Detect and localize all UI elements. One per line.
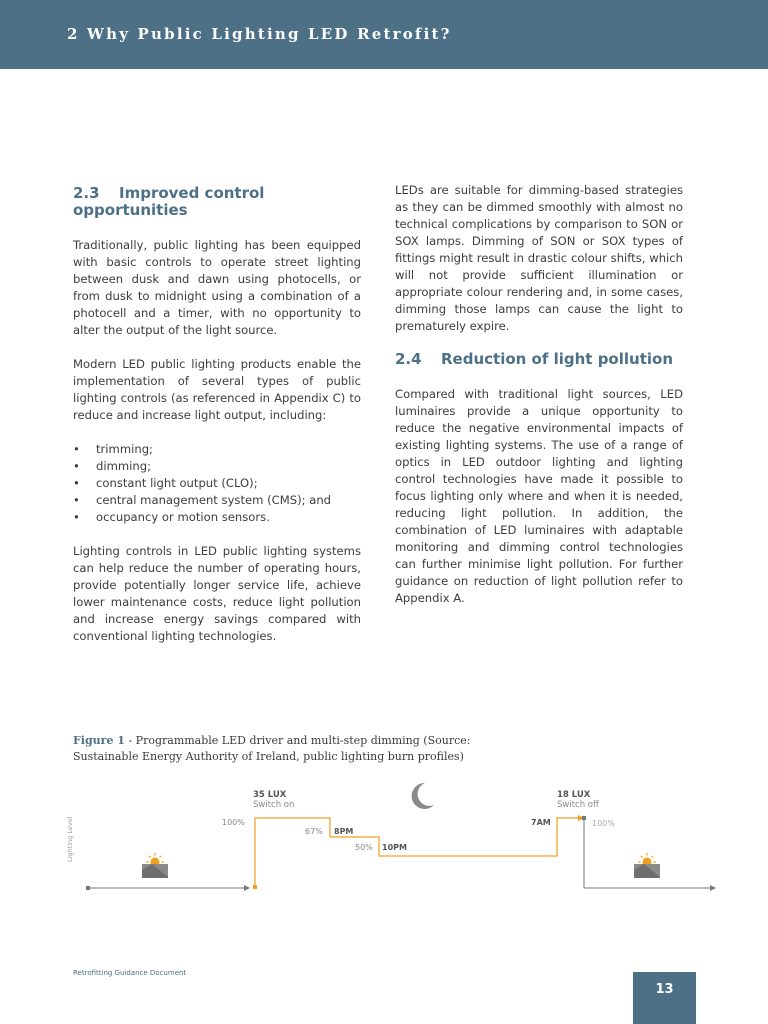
figure-caption	[73, 733, 473, 764]
switch-off-label: Switch off	[557, 800, 599, 810]
figure-label: Figure 1	[73, 734, 125, 747]
page-header	[0, 0, 768, 69]
section-2-3-para1: Traditionally, public lighting has been equipped with basic controls to operate street lighting between dusk and dawn using photocells, or from dusk to midnight using a combination of a photocell and a timer, with no opportunity to alter the output of the light source.	[73, 238, 361, 337]
chapter-title: 2 Why Public Lighting LED Retrofit?	[67, 25, 452, 43]
section-2-3-para3: Lighting controls in LED public lighting systems can help reduce the number of operating hours, provide potentially longer service life, achieve lower maintenance costs, reduce light pollution and increase energy savings compared with conventional lighting technologies.	[73, 544, 361, 643]
section-2-4-heading	[395, 351, 683, 368]
list-item: • central management system (CMS); and	[73, 492, 361, 509]
right-column	[395, 182, 683, 607]
section-2-4-title: Reduction of light pollution	[441, 350, 673, 368]
moon-icon	[412, 783, 434, 809]
list-item: • dimming;	[73, 458, 361, 475]
dimming-paragraph: LEDs are suitable for dimming-based strategies as they can be dimmed smoothly with almost no technical complications by comparison to SON or SOX lamps. Dimming of SON or SOX types of fittings might result in drastic colour shifts, which will not provide sufficient illumination or appropriate colour rendering and, in some cases, dimming those lamps can cause the light to prematurely expire.	[395, 183, 683, 333]
level-50: 50%	[355, 843, 373, 852]
sunrise-icon	[634, 853, 660, 878]
list-item: • constant light output (CLO);	[73, 475, 361, 492]
footer-document-title: Retrofitting Guidance Document	[73, 969, 187, 977]
y-axis-label: Lighting Level	[66, 816, 74, 862]
switch-on-label: Switch on	[253, 800, 295, 810]
level-67: 67%	[305, 827, 323, 836]
baseline-left	[86, 885, 250, 891]
level-100-start: 100%	[222, 818, 245, 827]
time-10pm: 10PM	[382, 843, 407, 852]
level-100-end: 100%	[592, 819, 615, 828]
section-2-3-para2: Modern LED public lighting products enable the implementation of several types of public lighting controls (as referenced in Appendix C) to reduce and increase light output, including:	[73, 357, 361, 422]
page-number-box	[633, 972, 696, 1024]
left-column	[73, 185, 361, 645]
switch-on-lux: 35 LUX	[253, 790, 287, 800]
sunset-icon	[142, 853, 168, 878]
section-2-4-number: 2.4	[395, 350, 422, 368]
section-2-4-para: Compared with traditional light sources, LED luminaires provide a unique opportunity to reduce the negative environmental impacts of existing lighting systems. The use of a range of optics in LED outdoor lighting and lighting control technologies have made it possible to focus lighting only where and when it is needed, reducing light pollution. In addition, the combination of LED luminaires with adaptable monitoring and dimming control technologies can further minimise light pollution. For further guidance on reduction of light pollution refer to Appendix A.	[395, 387, 683, 605]
control-types-list	[73, 441, 361, 526]
figure-caption-text: - Programmable LED driver and multi-step dimming (Source: Sustainable Energy Authority of Ireland, public lighting burn profiles)	[73, 734, 471, 763]
list-item: • trimming;	[73, 441, 361, 458]
section-2-3-title-line1: Improved control	[119, 184, 265, 202]
list-item: • occupancy or motion sensors.	[73, 509, 361, 526]
switch-off-lux: 18 LUX	[557, 790, 591, 800]
section-2-3-number: 2.3	[73, 184, 100, 202]
time-8pm: 8PM	[334, 827, 354, 836]
time-7am: 7AM	[531, 818, 551, 827]
section-2-3-title-line2: opportunities	[73, 201, 188, 219]
section-2-3-heading	[73, 185, 361, 219]
page-number: 13	[655, 982, 674, 997]
dimming-profile-diagram	[0, 780, 768, 910]
